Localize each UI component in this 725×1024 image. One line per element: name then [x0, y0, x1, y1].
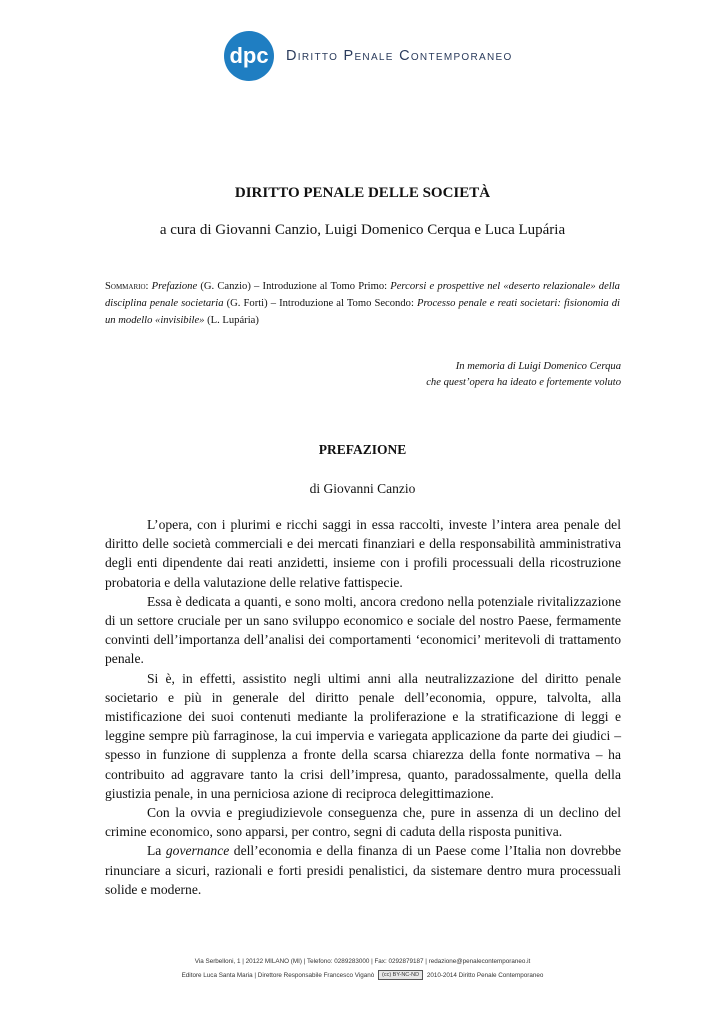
preface-title: PREFAZIONE [318, 442, 407, 457]
brand-name: Diritto Penale Contemporaneo [286, 48, 513, 64]
paragraph: L’opera, con i plurimi e ricchi saggi in essa raccolti, investe l’intera area penale del diritto delle società commerciali e dei mercati finanziari e della responsabilità amministrativa degli enti dipendente dai reati anzidetti, insieme con i profili processuali della ricostruzione probatoria e della valutazione delle relative fattispecie. [105, 517, 621, 590]
document-title: DIRITTO PENALE DELLE SOCIETÀ [234, 185, 491, 201]
summary-part: Processo penale e reati societari: fisionomia di un modello «invisibile» [105, 298, 620, 326]
paragraph-part: governance [165, 843, 230, 859]
summary-part: Prefazione [151, 281, 198, 292]
paragraph-part: La [147, 843, 166, 859]
footer-address: Via Serbelloni, 1 | 20122 MILANO (MI) | Telefono: 0289283000 | Fax: 0292879187 | redazione@penalecontemporaneo.it [194, 958, 531, 965]
logo-text: dpc [229, 43, 269, 68]
paragraph: Essa è dedicata a quanti, e sono molti, ancora credono nella potenziale rivitalizzazione di un settore cruciale per un sano sviluppo economico e sociale del nostro Paese, fermamente convinti dell’importanza dell’analisi dei comportamenti ‘economici’ meritevoli di trattamento penale. [105, 593, 621, 667]
summary-part: (L. Lupária) [204, 315, 259, 326]
footer-editor: Editore Luca Santa Maria | Direttore Responsabile Francesco Viganò [181, 972, 375, 979]
preface-body [105, 515, 621, 899]
summary-part: Percorsi e prospettive nel «deserto relazionale» della disciplina penale societaria [105, 281, 620, 309]
paragraph [105, 841, 621, 899]
summary-part: (G. Canzio) – Introduzione al Tomo Primo: [197, 281, 391, 292]
summary-part: (G. Forti) – Introduzione al Tomo Secondo: [223, 298, 417, 309]
dedication-line: che quest’opera ha ideato e fortemente voluto [426, 377, 621, 388]
paragraph-part: dell’economia e della finanza di un Paese come l’Italia non dovrebbe rinunciare a sicuri, razionali e forti presidi penalistici, da sistemare dentro mura processuali solide e moderne. [105, 843, 621, 897]
dpc-logo-icon [222, 30, 276, 82]
dedication-line: In memoria di Luigi Domenico Cerqua [455, 361, 621, 372]
summary-label: Sommario: [105, 281, 149, 292]
editors-line: a cura di Giovanni Canzio, Luigi Domenico Cerqua e Luca Lupária [159, 222, 566, 238]
page-footer [0, 955, 725, 983]
paragraph: Con la ovvia e pregiudizievole conseguenza che, pure in assenza di un declino del crimine economico, sono apparsi, per contro, segni di caduta della risposta punitiva. [105, 805, 621, 840]
preface-author: di Giovanni Canzio [309, 481, 416, 496]
footer-credits [0, 969, 725, 983]
footer-copyright: 2010-2014 Diritto Penale Contemporaneo [426, 972, 544, 979]
page-header [222, 30, 513, 82]
dedication [426, 359, 621, 391]
cc-license-icon: (cc) BY-NC-ND [378, 970, 423, 980]
summary [105, 278, 620, 329]
paragraph: Si è, in effetti, assistito negli ultimi anni alla neutralizzazione del diritto penale societario e più in generale del diritto penale dell’economia, oppure, talvolta, alla mistificazione dei suoi contenuti mediante la proliferazione e la stratificazione di leggi e leggine sempre più farraginose, la cui impervia e variegata applicazione da parte dei giudici – spesso in funzione di supplenza a fronte della scarsa chiarezza della fonte normativa – ha contribuito ad aggravare tanto la crisi dell’impresa, quanto, paradossalmente, quella della giustizia penale, in una perniciosa azione di reciproca delegittimazione. [105, 670, 621, 801]
